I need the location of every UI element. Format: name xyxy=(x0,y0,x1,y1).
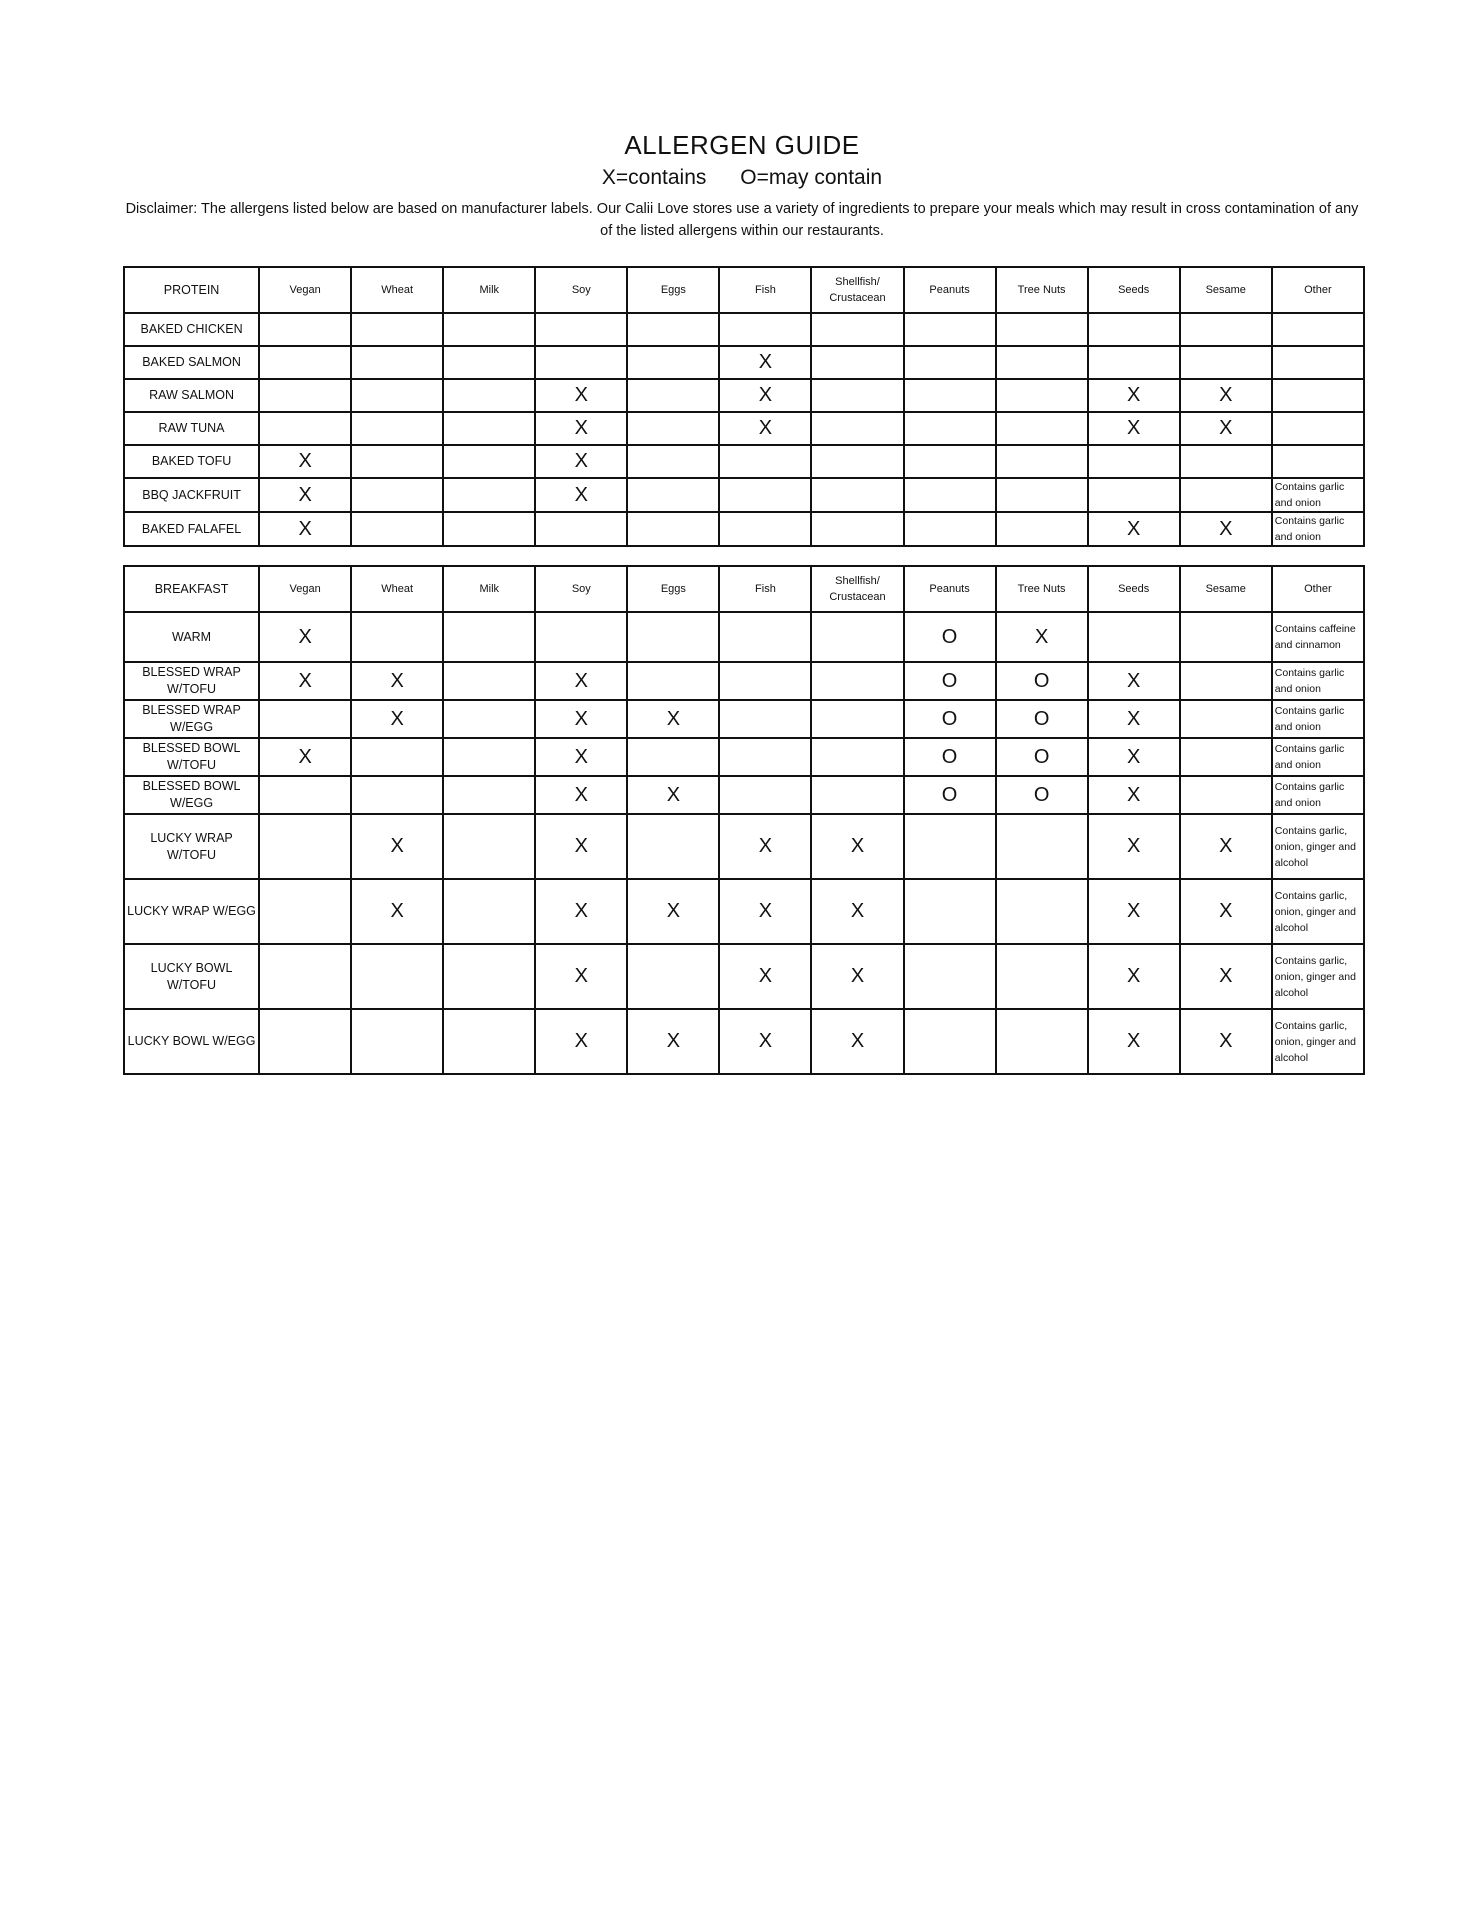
cell-peanuts: O xyxy=(904,612,996,662)
cell-soy: X xyxy=(535,478,627,512)
cell-eggs xyxy=(627,944,719,1009)
cell-vegan xyxy=(259,814,351,879)
cell-soy: X xyxy=(535,412,627,445)
cell-eggs xyxy=(627,814,719,879)
cell-wheat xyxy=(351,944,443,1009)
cell-soy xyxy=(535,313,627,346)
cell-peanuts xyxy=(904,412,996,445)
cell-soy xyxy=(535,346,627,379)
cell-tree-nuts: O xyxy=(996,700,1088,738)
column-header-wheat: Wheat xyxy=(351,566,443,612)
table-row xyxy=(124,662,1364,700)
cell-seeds: X xyxy=(1088,700,1180,738)
table-row xyxy=(124,879,1364,944)
cell-tree-nuts xyxy=(996,379,1088,412)
cell-wheat: X xyxy=(351,700,443,738)
cell-other: Contains garlic, onion, ginger and alcohol xyxy=(1272,814,1364,879)
cell-milk xyxy=(443,478,535,512)
cell-tree-nuts: X xyxy=(996,612,1088,662)
cell-sesame: X xyxy=(1180,814,1272,879)
cell-peanuts xyxy=(904,879,996,944)
cell-shellfish-crustacean xyxy=(811,346,903,379)
column-header-seeds: Seeds xyxy=(1088,267,1180,313)
cell-vegan xyxy=(259,412,351,445)
table-row xyxy=(124,814,1364,879)
cell-wheat xyxy=(351,445,443,478)
cell-seeds: X xyxy=(1088,776,1180,814)
legend-may-contain: O=may contain xyxy=(740,166,883,189)
cell-peanuts: O xyxy=(904,662,996,700)
cell-other xyxy=(1272,313,1364,346)
cell-fish xyxy=(719,612,811,662)
column-header-tree-nuts: Tree Nuts xyxy=(996,267,1088,313)
column-header-soy: Soy xyxy=(535,267,627,313)
cell-milk xyxy=(443,346,535,379)
cell-other: Contains garlic, onion, ginger and alcohol xyxy=(1272,879,1364,944)
cell-vegan xyxy=(259,700,351,738)
cell-tree-nuts xyxy=(996,445,1088,478)
cell-fish: X xyxy=(719,1009,811,1074)
cell-peanuts xyxy=(904,379,996,412)
cell-other: Contains garlic and onion xyxy=(1272,738,1364,776)
cell-eggs xyxy=(627,346,719,379)
table-row xyxy=(124,379,1364,412)
cell-eggs: X xyxy=(627,776,719,814)
cell-peanuts xyxy=(904,313,996,346)
cell-fish: X xyxy=(719,412,811,445)
column-header-eggs: Eggs xyxy=(627,267,719,313)
cell-sesame xyxy=(1180,700,1272,738)
table-row xyxy=(124,346,1364,379)
cell-soy: X xyxy=(535,776,627,814)
cell-soy xyxy=(535,512,627,546)
cell-peanuts xyxy=(904,1009,996,1074)
table-row xyxy=(124,944,1364,1009)
column-header-wheat: Wheat xyxy=(351,267,443,313)
cell-eggs xyxy=(627,612,719,662)
cell-seeds: X xyxy=(1088,814,1180,879)
row-label: BAKED FALAFEL xyxy=(124,512,259,546)
cell-tree-nuts: O xyxy=(996,776,1088,814)
cell-tree-nuts xyxy=(996,478,1088,512)
cell-shellfish-crustacean: X xyxy=(811,879,903,944)
cell-seeds: X xyxy=(1088,944,1180,1009)
column-header-vegan: Vegan xyxy=(259,267,351,313)
row-label: BLESSED BOWL W/EGG xyxy=(124,776,259,814)
cell-milk xyxy=(443,700,535,738)
cell-vegan: X xyxy=(259,662,351,700)
table-row xyxy=(124,700,1364,738)
protein-allergen-table xyxy=(123,266,1365,547)
cell-fish xyxy=(719,478,811,512)
cell-wheat xyxy=(351,313,443,346)
cell-other: Contains garlic, onion, ginger and alcohol xyxy=(1272,944,1364,1009)
cell-other xyxy=(1272,379,1364,412)
cell-milk xyxy=(443,879,535,944)
row-label: LUCKY BOWL W/EGG xyxy=(124,1009,259,1074)
cell-seeds: X xyxy=(1088,412,1180,445)
cell-milk xyxy=(443,662,535,700)
cell-eggs xyxy=(627,313,719,346)
cell-wheat xyxy=(351,738,443,776)
cell-peanuts xyxy=(904,512,996,546)
row-label: BAKED CHICKEN xyxy=(124,313,259,346)
cell-fish: X xyxy=(719,346,811,379)
cell-tree-nuts xyxy=(996,814,1088,879)
row-label: LUCKY WRAP W/EGG xyxy=(124,879,259,944)
cell-soy: X xyxy=(535,738,627,776)
row-label: BAKED SALMON xyxy=(124,346,259,379)
column-header-sesame: Sesame xyxy=(1180,566,1272,612)
row-label: WARM xyxy=(124,612,259,662)
cell-sesame: X xyxy=(1180,944,1272,1009)
row-label: RAW TUNA xyxy=(124,412,259,445)
cell-tree-nuts xyxy=(996,944,1088,1009)
cell-other: Contains garlic and onion xyxy=(1272,512,1364,546)
cell-sesame xyxy=(1180,478,1272,512)
cell-soy: X xyxy=(535,662,627,700)
row-label: LUCKY WRAP W/TOFU xyxy=(124,814,259,879)
header-row xyxy=(124,566,1364,612)
column-header-peanuts: Peanuts xyxy=(904,566,996,612)
cell-milk xyxy=(443,944,535,1009)
cell-other xyxy=(1272,412,1364,445)
cell-soy: X xyxy=(535,700,627,738)
table-row xyxy=(124,478,1364,512)
cell-fish xyxy=(719,776,811,814)
cell-shellfish-crustacean xyxy=(811,478,903,512)
cell-seeds: X xyxy=(1088,379,1180,412)
cell-sesame: X xyxy=(1180,1009,1272,1074)
cell-vegan: X xyxy=(259,512,351,546)
cell-eggs xyxy=(627,738,719,776)
cell-seeds xyxy=(1088,313,1180,346)
row-label: BLESSED WRAP W/EGG xyxy=(124,700,259,738)
cell-shellfish-crustacean xyxy=(811,379,903,412)
cell-tree-nuts xyxy=(996,1009,1088,1074)
cell-eggs xyxy=(627,478,719,512)
cell-wheat xyxy=(351,346,443,379)
cell-eggs xyxy=(627,379,719,412)
cell-shellfish-crustacean xyxy=(811,776,903,814)
header-row xyxy=(124,267,1364,313)
cell-milk xyxy=(443,313,535,346)
cell-wheat: X xyxy=(351,662,443,700)
cell-other: Contains garlic and onion xyxy=(1272,478,1364,512)
cell-wheat xyxy=(351,379,443,412)
cell-shellfish-crustacean: X xyxy=(811,1009,903,1074)
cell-other: Contains garlic and onion xyxy=(1272,776,1364,814)
cell-vegan xyxy=(259,346,351,379)
cell-vegan xyxy=(259,944,351,1009)
cell-seeds: X xyxy=(1088,879,1180,944)
cell-fish: X xyxy=(719,944,811,1009)
cell-shellfish-crustacean: X xyxy=(811,944,903,1009)
cell-shellfish-crustacean xyxy=(811,412,903,445)
cell-seeds: X xyxy=(1088,512,1180,546)
legend xyxy=(0,164,1484,192)
cell-milk xyxy=(443,814,535,879)
breakfast-allergen-table xyxy=(123,565,1365,1075)
cell-tree-nuts xyxy=(996,412,1088,445)
cell-peanuts: O xyxy=(904,700,996,738)
table-row xyxy=(124,445,1364,478)
cell-shellfish-crustacean xyxy=(811,700,903,738)
cell-milk xyxy=(443,776,535,814)
cell-seeds xyxy=(1088,346,1180,379)
column-header-peanuts: Peanuts xyxy=(904,267,996,313)
page-title: ALLERGEN GUIDE xyxy=(624,130,860,160)
table-row xyxy=(124,512,1364,546)
cell-vegan xyxy=(259,313,351,346)
cell-wheat xyxy=(351,512,443,546)
cell-soy: X xyxy=(535,944,627,1009)
cell-shellfish-crustacean xyxy=(811,445,903,478)
column-header-shellfish-crustacean: Shellfish/ Crustacean xyxy=(811,267,903,313)
cell-fish xyxy=(719,445,811,478)
cell-fish xyxy=(719,512,811,546)
cell-vegan: X xyxy=(259,478,351,512)
cell-other xyxy=(1272,445,1364,478)
column-header-milk: Milk xyxy=(443,566,535,612)
row-label: LUCKY BOWL W/TOFU xyxy=(124,944,259,1009)
cell-wheat xyxy=(351,612,443,662)
row-label: BLESSED BOWL W/TOFU xyxy=(124,738,259,776)
cell-tree-nuts xyxy=(996,512,1088,546)
cell-eggs: X xyxy=(627,879,719,944)
cell-seeds xyxy=(1088,445,1180,478)
cell-vegan xyxy=(259,1009,351,1074)
cell-fish xyxy=(719,700,811,738)
cell-fish xyxy=(719,313,811,346)
cell-shellfish-crustacean xyxy=(811,612,903,662)
cell-tree-nuts xyxy=(996,313,1088,346)
column-header-milk: Milk xyxy=(443,267,535,313)
cell-vegan xyxy=(259,379,351,412)
document-header xyxy=(0,128,1484,242)
legend-contains: X=contains xyxy=(601,166,707,189)
cell-sesame xyxy=(1180,612,1272,662)
cell-tree-nuts xyxy=(996,879,1088,944)
cell-milk xyxy=(443,512,535,546)
row-label: BAKED TOFU xyxy=(124,445,259,478)
cell-wheat xyxy=(351,1009,443,1074)
cell-peanuts xyxy=(904,478,996,512)
cell-sesame xyxy=(1180,445,1272,478)
table-row xyxy=(124,776,1364,814)
cell-wheat: X xyxy=(351,879,443,944)
column-header-other: Other xyxy=(1272,566,1364,612)
cell-seeds: X xyxy=(1088,662,1180,700)
cell-tree-nuts: O xyxy=(996,738,1088,776)
cell-eggs xyxy=(627,445,719,478)
cell-peanuts xyxy=(904,346,996,379)
breakfast-heading: BREAKFAST xyxy=(124,566,259,612)
cell-vegan xyxy=(259,879,351,944)
cell-sesame xyxy=(1180,776,1272,814)
column-header-shellfish-crustacean: Shellfish/ Crustacean xyxy=(811,566,903,612)
row-label: BBQ JACKFRUIT xyxy=(124,478,259,512)
row-label: BLESSED WRAP W/TOFU xyxy=(124,662,259,700)
cell-sesame: X xyxy=(1180,512,1272,546)
cell-wheat xyxy=(351,412,443,445)
column-header-sesame: Sesame xyxy=(1180,267,1272,313)
cell-soy: X xyxy=(535,814,627,879)
cell-sesame: X xyxy=(1180,379,1272,412)
row-label: RAW SALMON xyxy=(124,379,259,412)
cell-seeds: X xyxy=(1088,1009,1180,1074)
cell-wheat: X xyxy=(351,814,443,879)
cell-tree-nuts xyxy=(996,346,1088,379)
cell-vegan: X xyxy=(259,445,351,478)
cell-milk xyxy=(443,412,535,445)
cell-sesame xyxy=(1180,738,1272,776)
cell-eggs xyxy=(627,412,719,445)
column-header-fish: Fish xyxy=(719,566,811,612)
table-row xyxy=(124,313,1364,346)
cell-sesame xyxy=(1180,346,1272,379)
cell-other: Contains garlic and onion xyxy=(1272,662,1364,700)
cell-eggs: X xyxy=(627,1009,719,1074)
cell-peanuts xyxy=(904,445,996,478)
cell-other xyxy=(1272,346,1364,379)
cell-wheat xyxy=(351,478,443,512)
cell-soy: X xyxy=(535,379,627,412)
table-row xyxy=(124,612,1364,662)
cell-milk xyxy=(443,445,535,478)
cell-sesame xyxy=(1180,313,1272,346)
cell-sesame xyxy=(1180,662,1272,700)
cell-soy: X xyxy=(535,879,627,944)
cell-sesame: X xyxy=(1180,879,1272,944)
column-header-tree-nuts: Tree Nuts xyxy=(996,566,1088,612)
cell-milk xyxy=(443,379,535,412)
cell-other: Contains garlic and onion xyxy=(1272,700,1364,738)
cell-fish xyxy=(719,738,811,776)
cell-wheat xyxy=(351,776,443,814)
cell-shellfish-crustacean xyxy=(811,662,903,700)
cell-fish: X xyxy=(719,814,811,879)
cell-milk xyxy=(443,1009,535,1074)
protein-heading: PROTEIN xyxy=(124,267,259,313)
cell-fish xyxy=(719,662,811,700)
cell-peanuts xyxy=(904,814,996,879)
table-row xyxy=(124,412,1364,445)
cell-eggs xyxy=(627,662,719,700)
column-header-fish: Fish xyxy=(719,267,811,313)
cell-fish: X xyxy=(719,379,811,412)
cell-eggs xyxy=(627,512,719,546)
cell-tree-nuts: O xyxy=(996,662,1088,700)
cell-vegan xyxy=(259,776,351,814)
cell-shellfish-crustacean xyxy=(811,738,903,776)
cell-vegan: X xyxy=(259,738,351,776)
column-header-vegan: Vegan xyxy=(259,566,351,612)
cell-shellfish-crustacean xyxy=(811,313,903,346)
cell-soy: X xyxy=(535,1009,627,1074)
column-header-soy: Soy xyxy=(535,566,627,612)
cell-shellfish-crustacean: X xyxy=(811,814,903,879)
table-row xyxy=(124,738,1364,776)
cell-other: Contains caffeine and cinnamon xyxy=(1272,612,1364,662)
column-header-eggs: Eggs xyxy=(627,566,719,612)
cell-soy xyxy=(535,612,627,662)
cell-seeds xyxy=(1088,612,1180,662)
column-header-seeds: Seeds xyxy=(1088,566,1180,612)
cell-soy: X xyxy=(535,445,627,478)
table-row xyxy=(124,1009,1364,1074)
cell-other: Contains garlic, onion, ginger and alcohol xyxy=(1272,1009,1364,1074)
cell-sesame: X xyxy=(1180,412,1272,445)
cell-seeds xyxy=(1088,478,1180,512)
column-header-other: Other xyxy=(1272,267,1364,313)
cell-peanuts: O xyxy=(904,738,996,776)
cell-seeds: X xyxy=(1088,738,1180,776)
cell-peanuts xyxy=(904,944,996,1009)
cell-milk xyxy=(443,738,535,776)
cell-vegan: X xyxy=(259,612,351,662)
disclaimer: Disclaimer: The allergens listed below are based on manufacturer labels. Our Calii Love stores use a variety of ingredients to prepare your meals which may result in cross contamination of any of the listed allergens within our restaurants. xyxy=(125,201,1359,239)
cell-eggs: X xyxy=(627,700,719,738)
cell-milk xyxy=(443,612,535,662)
cell-fish: X xyxy=(719,879,811,944)
cell-shellfish-crustacean xyxy=(811,512,903,546)
cell-peanuts: O xyxy=(904,776,996,814)
